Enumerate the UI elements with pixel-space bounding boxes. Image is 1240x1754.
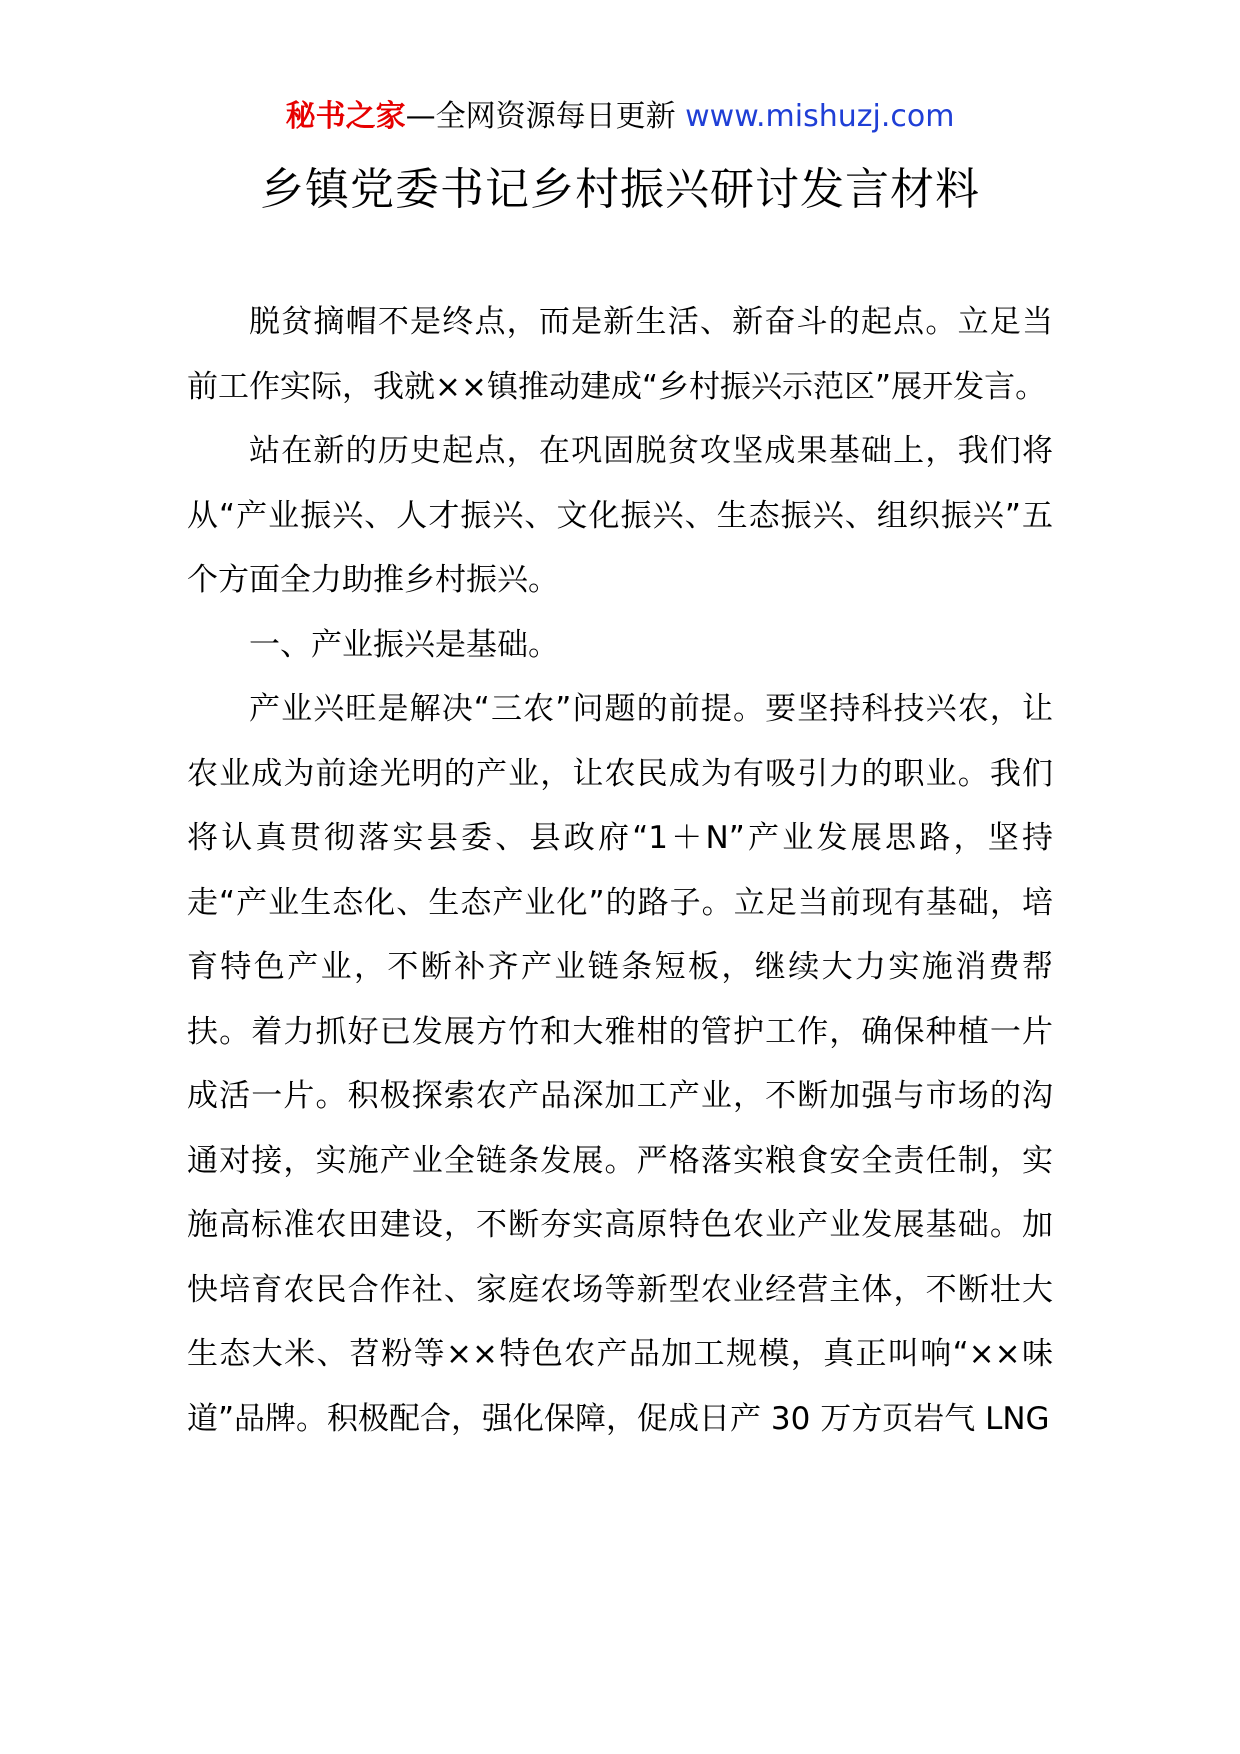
section-heading: 一、产业振兴是基础。 [249,626,559,663]
paragraph: 站在新的历史起点，在巩固脱贫攻坚成果基础上，我们将从“产业振兴、人才振兴、文化振兴、生态振兴、组织振兴”五个方面全力助推乡村振兴。 [187,433,1053,598]
paragraph: 脱贫摘帽不是终点，而是新生活、新奋斗的起点。立足当前工作实际，我就××镇推动建成“乡村振兴示范区”展开发言。 [187,304,1053,405]
site-url-link[interactable]: www.mishuzj.com [685,99,955,134]
paragraph: 产业兴旺是解决“三农”问题的前提。要坚持科技兴农，让农业成为前途光明的产业，让农民成为有吸引力的职业。我们将认真贯彻落实县委、县政府“1＋N”产业发展思路，坚持走“产业生态化、生态产业化”的路子。立足当前现有基础，培育特色产业，不断补齐产业链条短板，继续大力实施消费帮扶。着力抓好已发展方竹和大雅柑的管护工作，确保种植一片成活一片。积极探索农产品深加工产业，不断加强与市场的沟通对接，实施产业全链条发展。严格落实粮食安全责任制，实施高标准农田建设，不断夯实高原特色农业产业发展基础。加快培育农民合作社、家庭农场等新型农业经营主体，不断壮大生态大米、苕粉等××特色农产品加工规模，真正叫响“××味道”品牌。积极配合，强化保障，促成日产 30 万方页岩气 LNG [187,691,1053,1437]
document-body [187,290,1053,1451]
brand-name: 秘书之家 [285,99,406,134]
header-tagline: —全网资源每日更新 [405,99,686,134]
document-title: 乡镇党委书记乡村振兴研讨发言材料 [260,164,980,215]
site-header [0,97,1240,137]
